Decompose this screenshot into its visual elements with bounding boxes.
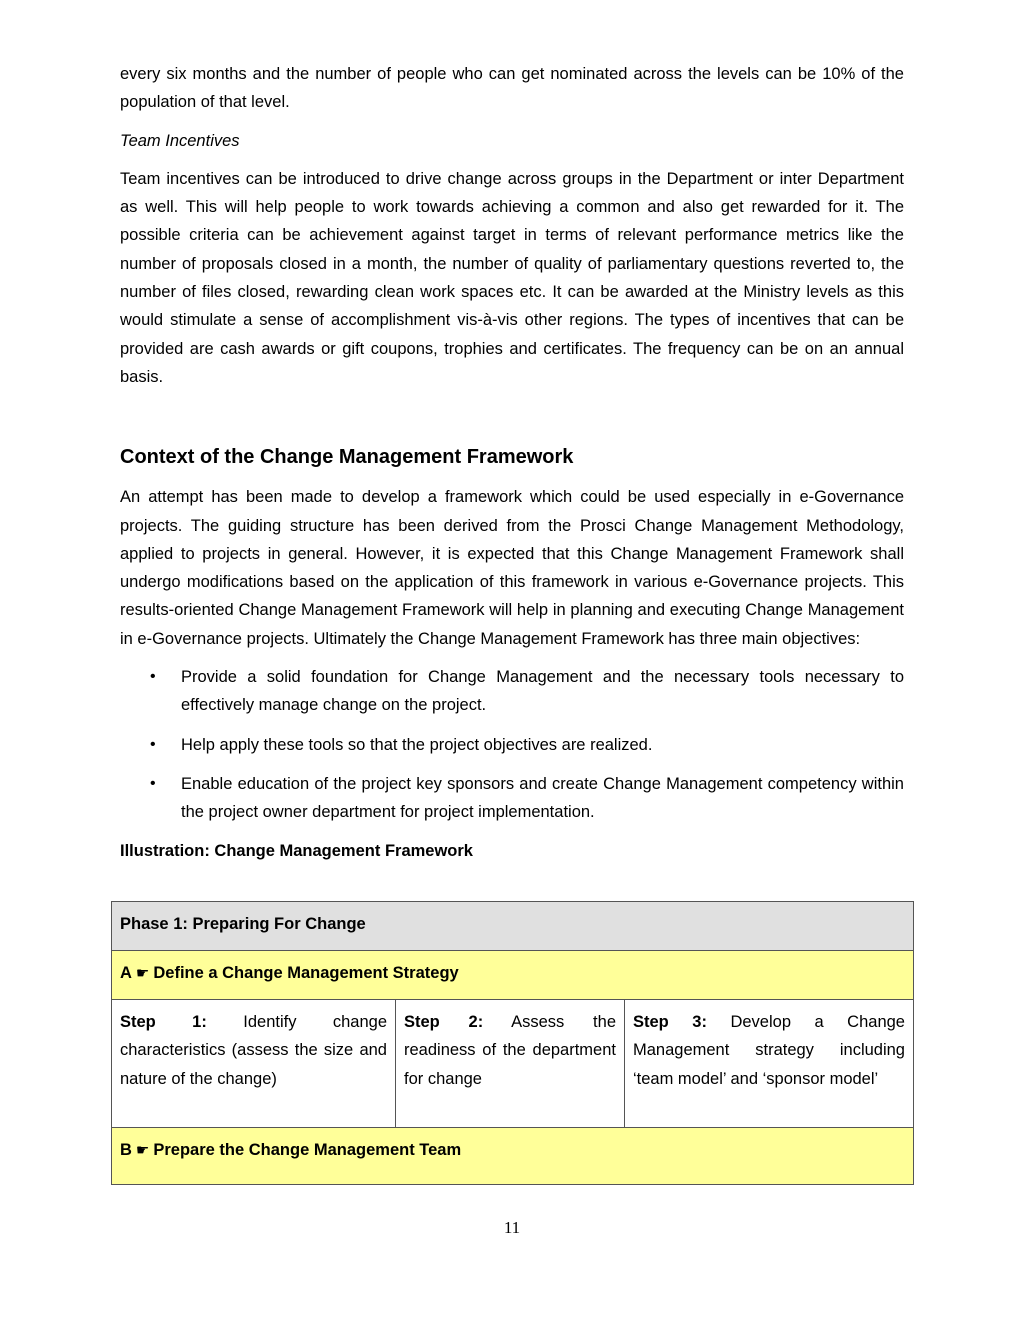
table-row-a	[112, 951, 914, 1000]
illustration-caption: Illustration: Change Management Framework	[120, 841, 473, 860]
step-label: Step 3:	[633, 1013, 707, 1031]
pointing-hand-icon: ☛	[135, 1142, 150, 1159]
section-a-title: Define a Change Management Strategy	[153, 964, 459, 982]
subheading-team-incentives: Team Incentives	[120, 131, 240, 150]
list-item-text: Help apply these tools so that the project objectives are realized.	[181, 735, 653, 754]
paragraph-continuation: every six months and the number of people who can get nominated across the levels can be 10% of the population of that level.	[120, 65, 904, 112]
step-text: Develop a Change Management strategy including ‘team model’ and ‘sponsor model’	[633, 1013, 905, 1088]
list-item	[120, 731, 904, 759]
list-item	[120, 770, 904, 827]
step-label: Step 2:	[404, 1013, 484, 1031]
section-b-letter: B	[120, 1141, 132, 1159]
list-item-text: Enable education of the project key sponsors and create Change Management competency within the project owner department for project implementation.	[181, 774, 904, 822]
list-item-text: Provide a solid foundation for Change Management and the necessary tools necessary to effectively manage change on the project.	[181, 668, 904, 715]
section-heading: Context of the Change Management Framework	[120, 446, 574, 469]
objectives-list	[120, 663, 904, 826]
section-b-title: Prepare the Change Management Team	[153, 1141, 462, 1159]
bullet-icon: •	[150, 668, 156, 686]
step-cell	[396, 1000, 625, 1128]
page-content	[120, 60, 904, 865]
pointing-hand-icon: ☛	[135, 965, 150, 982]
table-row-phase	[112, 902, 914, 951]
table-row-steps	[112, 1000, 914, 1128]
step-cell	[112, 1000, 396, 1128]
phase-cell: Phase 1: Preparing For Change	[112, 902, 914, 951]
bullet-icon: •	[150, 735, 156, 753]
paragraph-team-incentives: Team incentives can be introduced to drive change across groups in the Department or inter Department as well. This will help people to work towards achieving a common and also get rewarded for it. The possible criteria can be achievement against target in terms of relevant performance metrics like the number of proposals closed in a month, the number of quality of parliamentary questions reverted to, the number of files closed, rewarding clean work spaces etc. It can be awarded at the Ministry levels as this would stimulate a sense of accomplishment vis-à-vis other regions. The types of incentives that can be provided are cash awards or gift coupons, trophies and certificates. The frequency can be on an annual basis.	[120, 169, 904, 386]
step-text: Assess the readiness of the department for change	[404, 1013, 616, 1088]
step-cell	[625, 1000, 914, 1128]
framework-table	[111, 901, 914, 1185]
step-text: Identify change characteristics (assess the size and nature of the change)	[120, 1013, 388, 1088]
table-row-b	[112, 1128, 914, 1185]
section-b-cell	[112, 1128, 914, 1185]
list-item	[120, 663, 904, 720]
step-label: Step 1:	[120, 1013, 207, 1031]
page-number: 11	[503, 1218, 521, 1237]
bullet-icon: •	[150, 774, 156, 792]
section-a-letter: A	[120, 964, 132, 982]
section-a-cell	[112, 951, 914, 1000]
section-intro-paragraph: An attempt has been made to develop a framework which could be used especially in e-Governance projects. The guiding structure has been derived from the Prosci Change Management Methodology, applied to projects in general. However, it is expected that this Change Management Framework shall undergo modifications based on the application of this framework in various e-Governance projects. This results-oriented Change Management Framework will help in planning and executing Change Management in e-Governance projects. Ultimately the Change Management Framework has three main objectives:	[120, 488, 904, 648]
